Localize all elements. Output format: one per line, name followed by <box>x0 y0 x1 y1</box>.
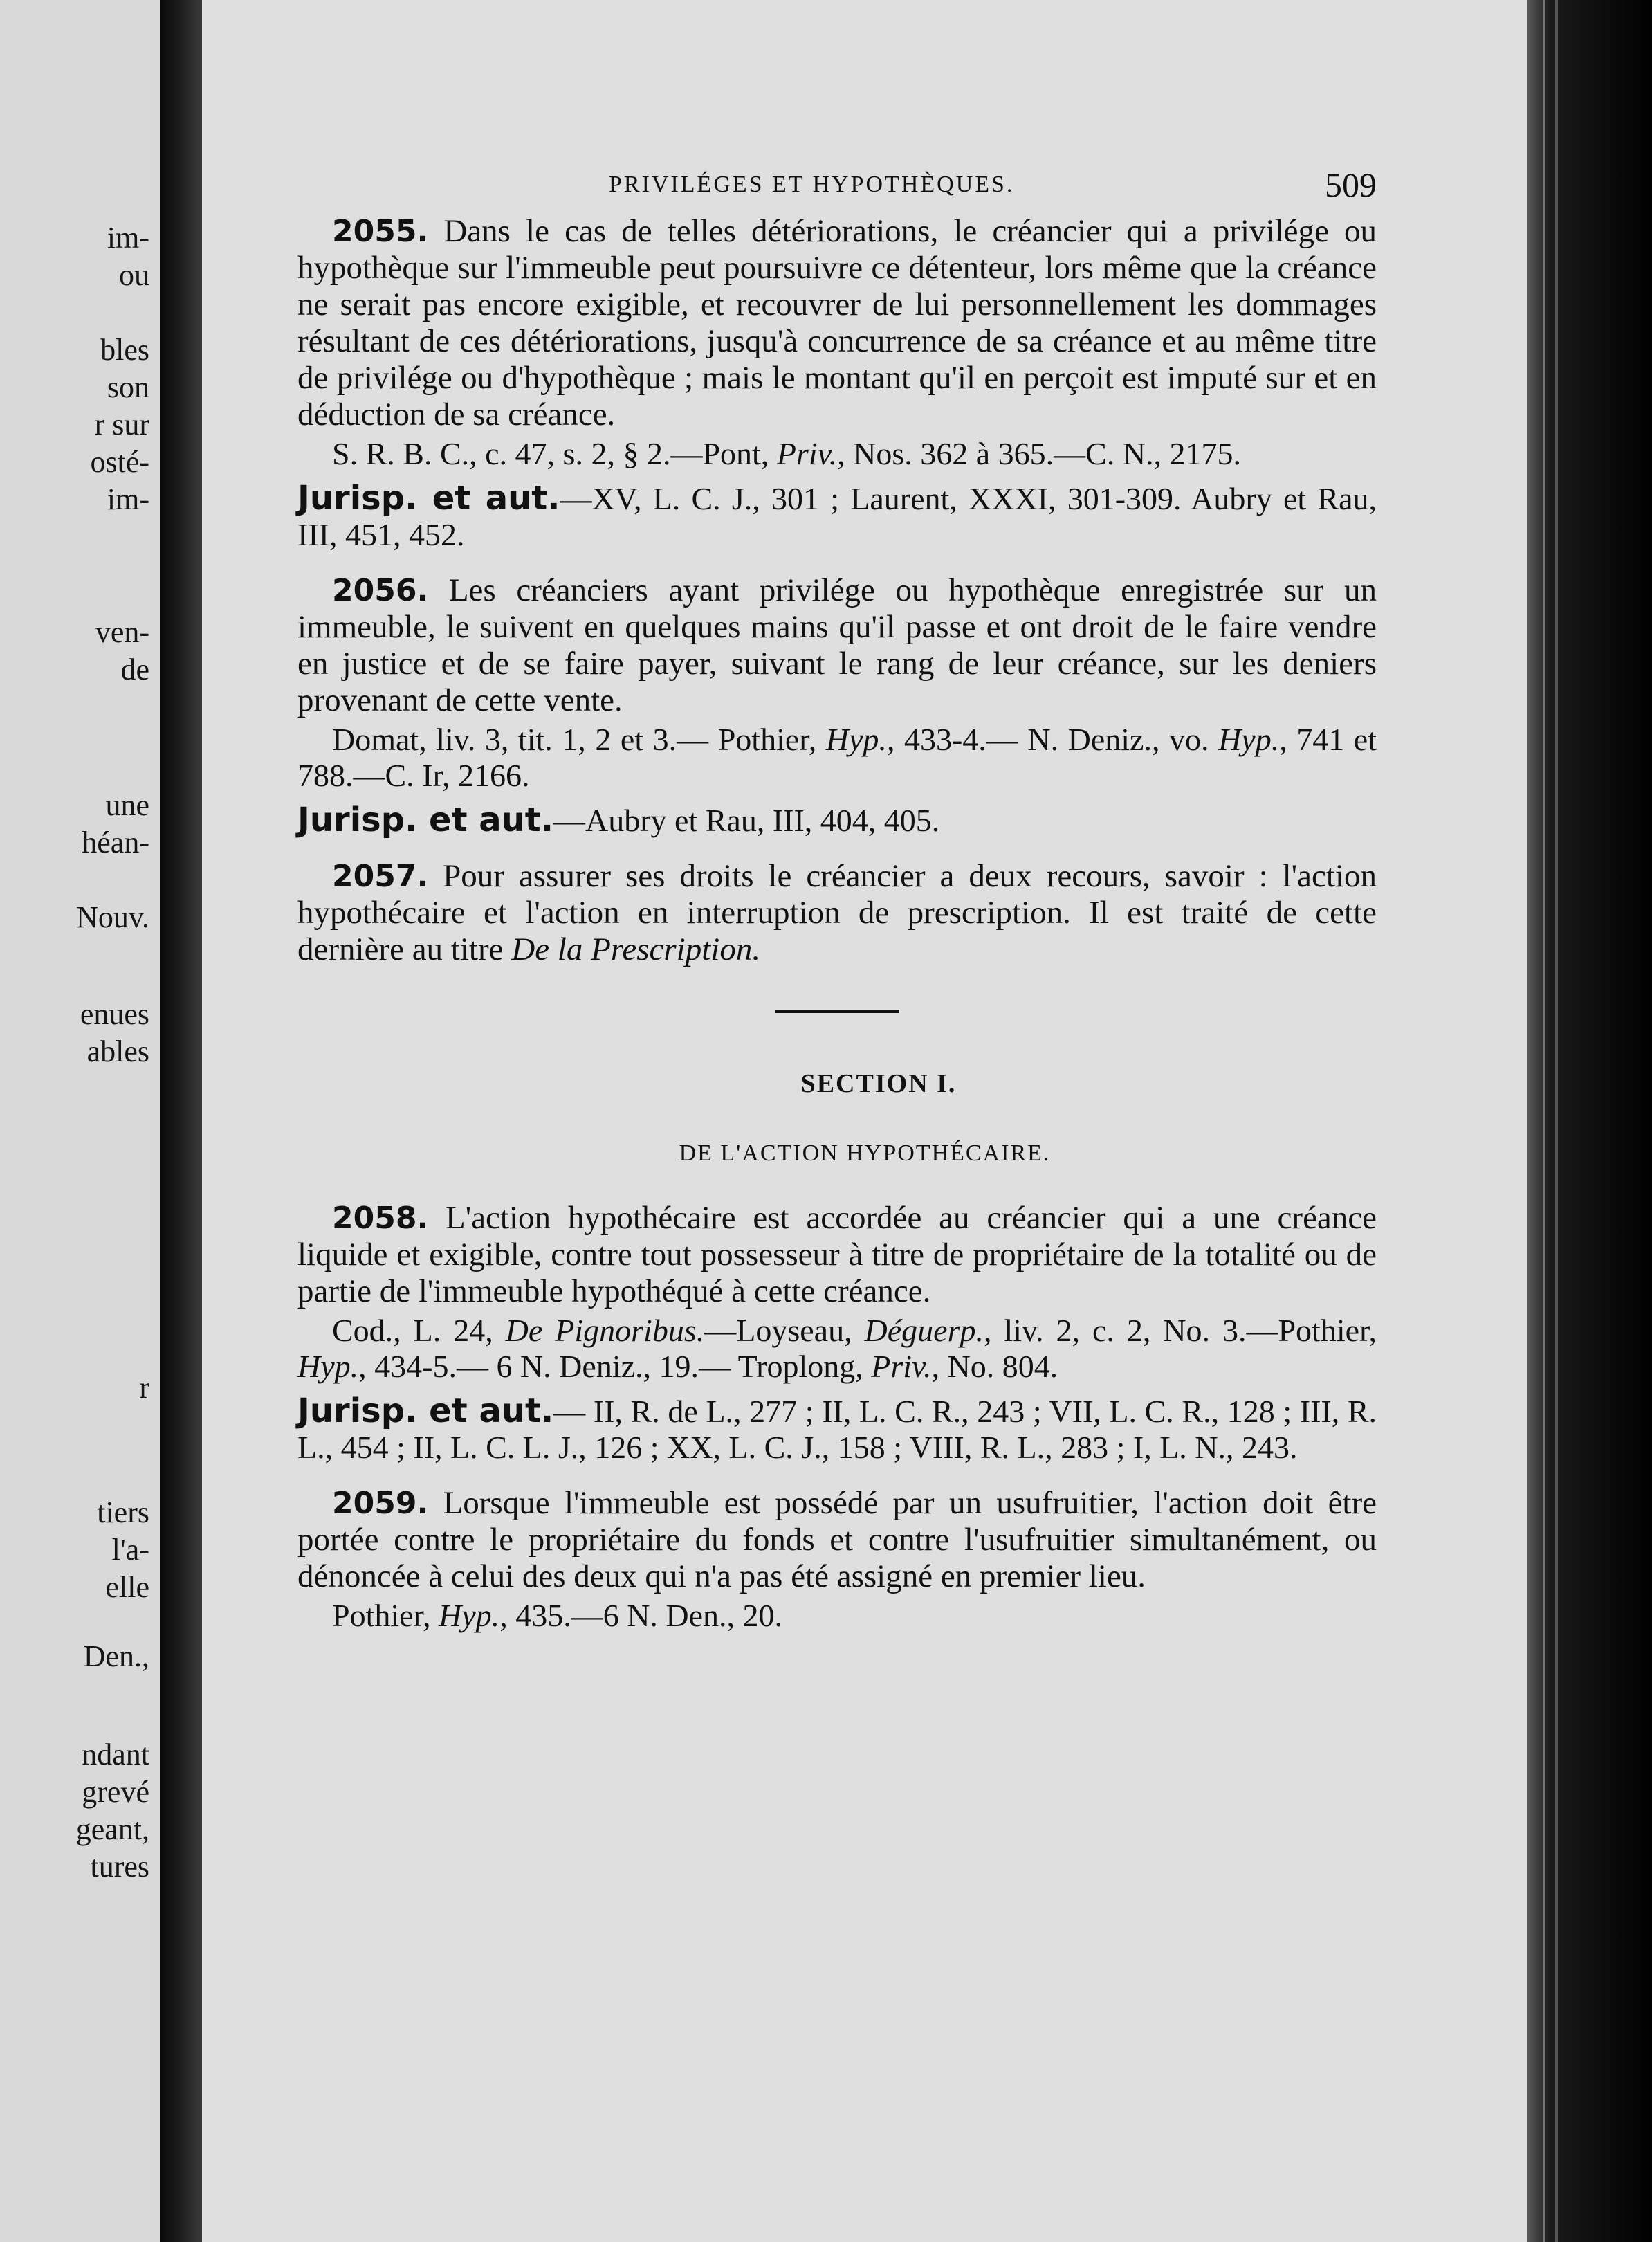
article-text: Dans le cas de telles détériorations, le créancier qui a privilége ou hypothèque sur l'immeuble peut poursuivre ce détenteur, lors même que la créance ne serait pas encore exigible, et recouvrer de lui personnellement les dommages résultant de ces détériorations, jusqu'à concurrence de sa créance et au même titre de privilége ou d'hypothèque ; mais le montant qu'il en perçoit est imputé sur et en déduction de sa créance. <box>297 213 1377 432</box>
article-text: L'action hypothécaire est accordée au créancier qui a une créance liquide et exigible, contre tout possesseur à titre de propriétaire de la totalité ou de partie de l'immeuble hypothéqué à cette créance. <box>297 1200 1377 1309</box>
article-number: 2055. <box>332 214 429 249</box>
book-gutter <box>160 0 202 2242</box>
facing-page-fragment: ven- <box>95 615 149 649</box>
facing-page-fragment: grevé <box>82 1775 149 1809</box>
article-2056 <box>297 572 1377 719</box>
facing-page-fragment: r sur <box>94 408 149 441</box>
section-title: SECTION I. <box>800 1069 957 1098</box>
facing-page-fragment: ndant <box>82 1738 149 1771</box>
facing-page-fragment: enues <box>80 997 149 1031</box>
section-rule <box>775 1010 899 1013</box>
jurisprudence: Jurisp. et aut.— II, R. de L., 277 ; II, L. C. R., 243 ; VII, L. C. R., 128 ; III, R. L., 454 ; II, L. C. L. J., 126 ; XX, L. C. J., 158 ; VIII, R. L., 283 ; I, L. N., 243. <box>297 1392 1377 1465</box>
facing-page-fragment: de <box>120 653 149 686</box>
article-text: Les créanciers ayant privilége ou hypothèque enregistrée sur un immeuble, le suivent en quelques mains qu'il passe et ont droit de le faire vendre en justice et de se faire payer, suivant le rang de leur créance, sur les deniers provenant de cette vente. <box>297 572 1377 718</box>
facing-page-fragment: son <box>107 370 149 404</box>
facing-page-fragment: l'a- <box>111 1533 149 1567</box>
facing-page-fragment: im- <box>107 221 149 255</box>
page-edge <box>1527 0 1652 2242</box>
article-text: Pour assurer ses droits le créancier a deux recours, savoir : l'action hypothécaire et l'action en interruption de prescription. Il est traité de cette dernière au titre <box>297 858 1377 967</box>
facing-page-fragment: elle <box>105 1570 149 1604</box>
running-title: PRIVILÉGES ET HYPOTHÈQUES. <box>609 172 1015 197</box>
facing-page <box>0 0 160 2242</box>
citation: Cod., L. 24, De Pignoribus.—Loyseau, Déguerp., liv. 2, c. 2, No. 3.—Pothier, Hyp., 434-5.— 6 N. Deniz., 19.— Troplong, Priv., No. 804. <box>297 1313 1377 1384</box>
facing-page-fragment: ables <box>86 1035 149 1068</box>
facing-page-fragment: ou <box>119 258 149 292</box>
jurisprudence-label: Jurisp. et aut. <box>297 479 560 518</box>
facing-page-fragment: geant, <box>75 1812 149 1846</box>
page-content <box>297 165 1377 1634</box>
jurisprudence: Jurisp. et aut.—Aubry et Rau, III, 404, 405. <box>297 801 940 839</box>
facing-page-fragment: héan- <box>82 826 149 859</box>
facing-page-fragment: osté- <box>90 445 149 479</box>
jurisprudence-label: Jurisp. et aut. <box>297 801 553 839</box>
citation: Pothier, Hyp., 435.—6 N. Den., 20. <box>332 1598 783 1633</box>
article-2057: 2057. Pour assurer ses droits le créancier a deux recours, savoir : l'action hypothécaire et l'action en interruption de prescription. Il est traité de cette dernière au titre De la Prescription. <box>297 858 1377 967</box>
article-number: 2058. <box>332 1201 429 1236</box>
page-number: 509 <box>1325 165 1377 204</box>
article-number: 2059. <box>332 1486 429 1521</box>
article-2055 <box>297 213 1377 433</box>
section-subtitle: DE L'ACTION HYPOTHÉCAIRE. <box>679 1140 1051 1166</box>
article-2059 <box>297 1485 1377 1595</box>
facing-page-fragment: bles <box>100 333 149 367</box>
facing-page-fragment: une <box>105 788 149 822</box>
facing-page-fragment: tiers <box>97 1495 149 1529</box>
citation: Domat, liv. 3, tit. 1, 2 et 3.— Pothier, Hyp., 433-4.— N. Deniz., vo. Hyp., 741 et 788.—C. Ir, 2166. <box>297 722 1377 793</box>
article-2058 <box>297 1200 1377 1310</box>
facing-page-fragment: tures <box>90 1850 149 1884</box>
article-text: Lorsque l'immeuble est possédé par un usufruitier, l'action doit être portée contre le propriétaire du fonds et contre l'usufruitier simultanément, ou dénoncée à celui des deux qui n'a pas été assigné en premier lieu. <box>297 1485 1377 1594</box>
article-number: 2056. <box>332 573 429 608</box>
facing-page-fragment: Nouv. <box>76 900 149 934</box>
article-number: 2057. <box>332 859 429 894</box>
facing-page-fragment: r <box>139 1371 149 1405</box>
facing-page-fragment: im- <box>107 482 149 516</box>
jurisprudence: Jurisp. et aut.—XV, L. C. J., 301 ; Laurent, XXXI, 301-309. Aubry et Rau, III, 451, 452. <box>297 479 1377 552</box>
jurisprudence-label: Jurisp. et aut. <box>297 1392 554 1430</box>
page-header <box>297 165 1377 213</box>
citation: S. R. B. C., c. 47, s. 2, § 2.—Pont, Priv., Nos. 362 à 365.—C. N., 2175. <box>332 436 1242 471</box>
facing-page-fragment: Den., <box>83 1639 149 1673</box>
